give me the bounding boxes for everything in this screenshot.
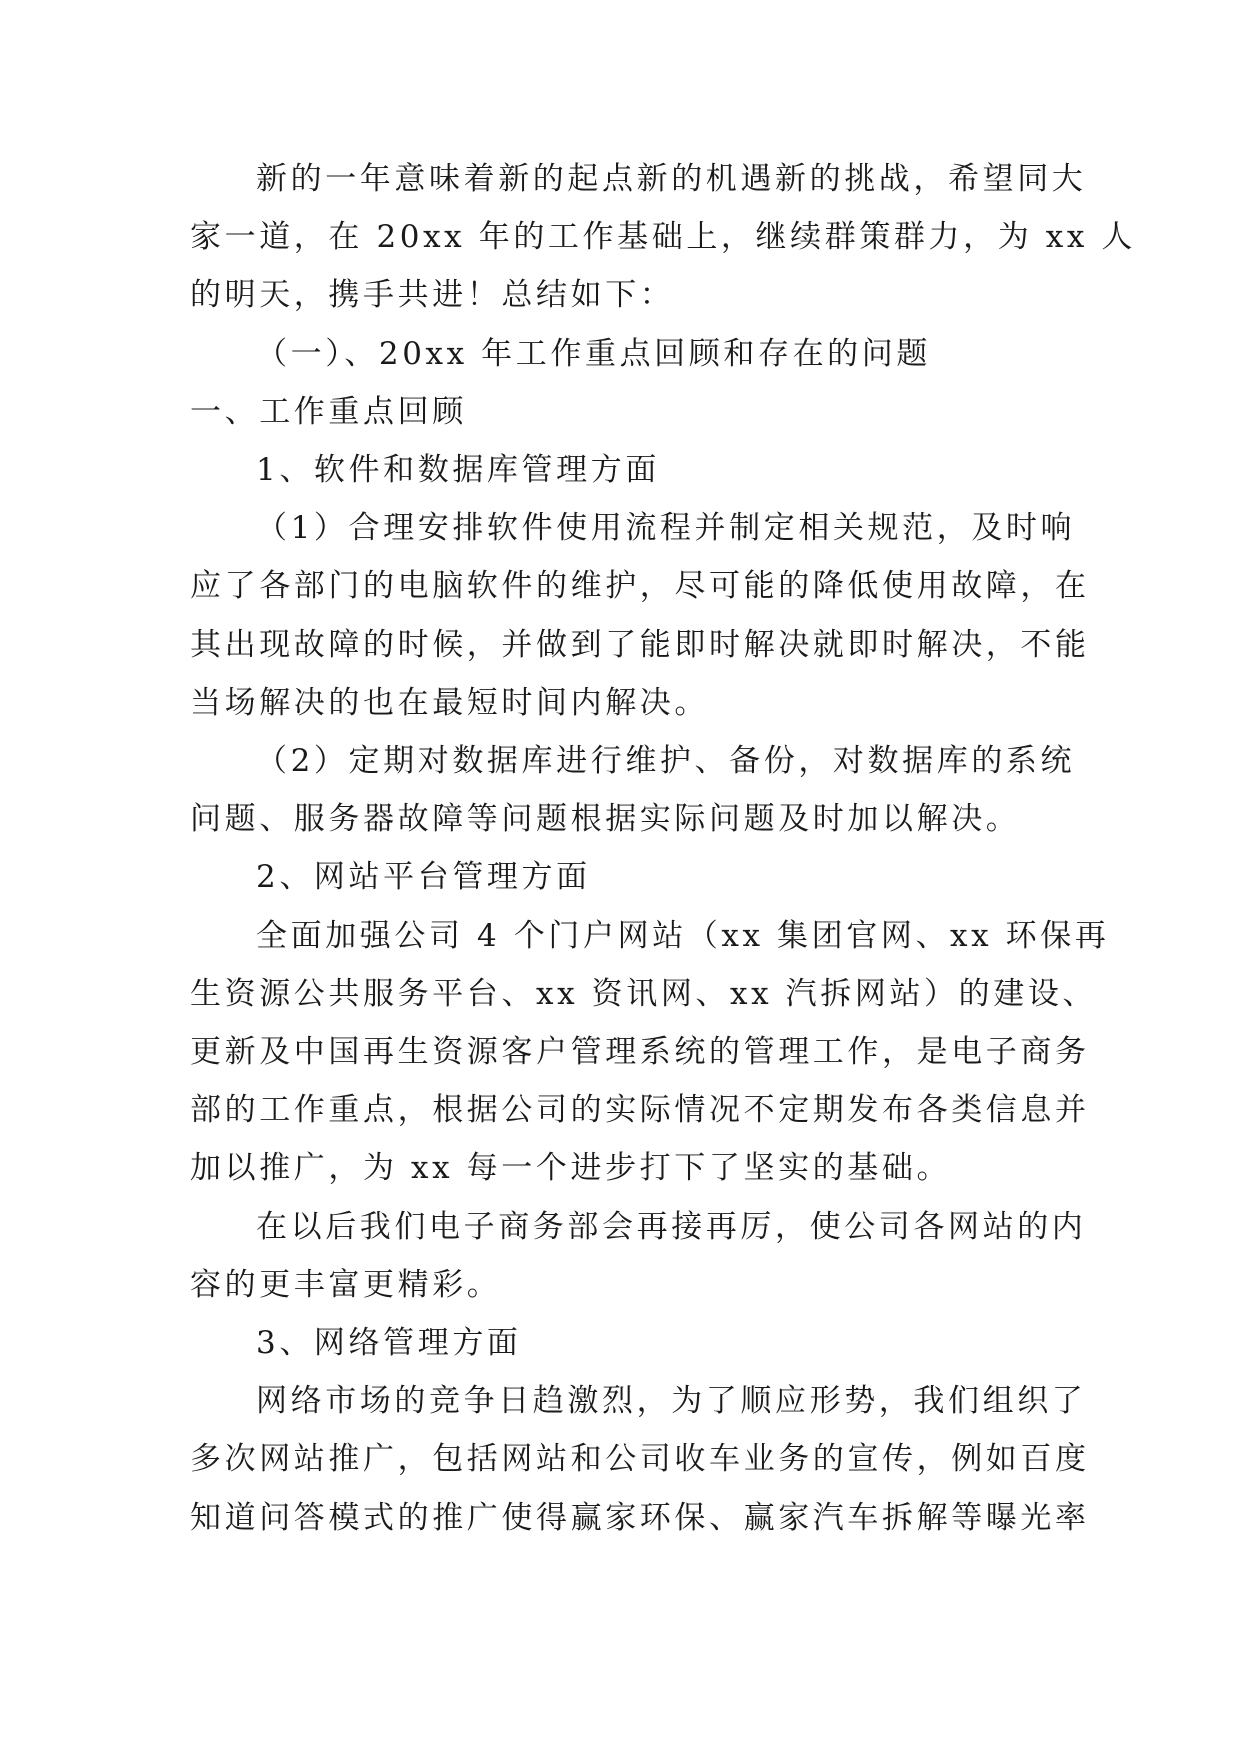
body-line: 的明天，携手共进！总结如下： bbox=[190, 277, 675, 313]
body-line: 家一道，在 20xx 年的工作基础上，继续群策群力，为 xx 人 bbox=[190, 219, 1136, 255]
subsection-heading: 2、网站平台管理方面 bbox=[256, 859, 591, 895]
body-line: （2）定期对数据库进行维护、备份，对数据库的系统 bbox=[256, 743, 1076, 779]
body-line: 其出现故障的时候，并做到了能即时解决就即时解决，不能 bbox=[190, 627, 1090, 663]
body-line: 容的更丰富更精彩。 bbox=[190, 1267, 502, 1303]
body-line: 加以推广，为 xx 每一个进步打下了坚实的基础。 bbox=[190, 1150, 952, 1186]
body-line: 新的一年意味着新的起点新的机遇新的挑战，希望同大 bbox=[256, 161, 1087, 197]
subsection-heading: 3、网络管理方面 bbox=[256, 1325, 522, 1361]
body-line: 应了各部门的电脑软件的维护，尽可能的降低使用故障，在 bbox=[190, 568, 1090, 604]
section-heading: （一）、20xx 年工作重点回顾和存在的问题 bbox=[256, 336, 931, 372]
section-heading: 一、工作重点回顾 bbox=[190, 394, 467, 430]
body-line: 当场解决的也在最短时间内解决。 bbox=[190, 685, 709, 721]
body-line: 多次网站推广，包括网站和公司收车业务的宣传，例如百度 bbox=[190, 1441, 1090, 1477]
body-line: 问题、服务器故障等问题根据实际问题及时加以解决。 bbox=[190, 801, 1021, 837]
body-line: 部的工作重点，根据公司的实际情况不定期发布各类信息并 bbox=[190, 1092, 1090, 1128]
body-line: 全面加强公司 4 个门户网站（xx 集团官网、xx 环保再 bbox=[256, 918, 1110, 954]
body-line: （1）合理安排软件使用流程并制定相关规范，及时响 bbox=[256, 510, 1076, 546]
body-line: 生资源公共服务平台、xx 资讯网、xx 汽拆网站）的建设、 bbox=[190, 976, 1098, 1012]
subsection-heading: 1、软件和数据库管理方面 bbox=[256, 452, 660, 488]
body-line: 在以后我们电子商务部会再接再厉，使公司各网站的内 bbox=[256, 1209, 1087, 1245]
body-line: 知道问答模式的推广使得赢家环保、赢家汽车拆解等曝光率 bbox=[190, 1500, 1090, 1536]
body-line: 更新及中国再生资源客户管理系统的管理工作，是电子商务 bbox=[190, 1034, 1090, 1070]
body-line: 网络市场的竞争日趋激烈，为了顺应形势，我们组织了 bbox=[256, 1383, 1087, 1419]
